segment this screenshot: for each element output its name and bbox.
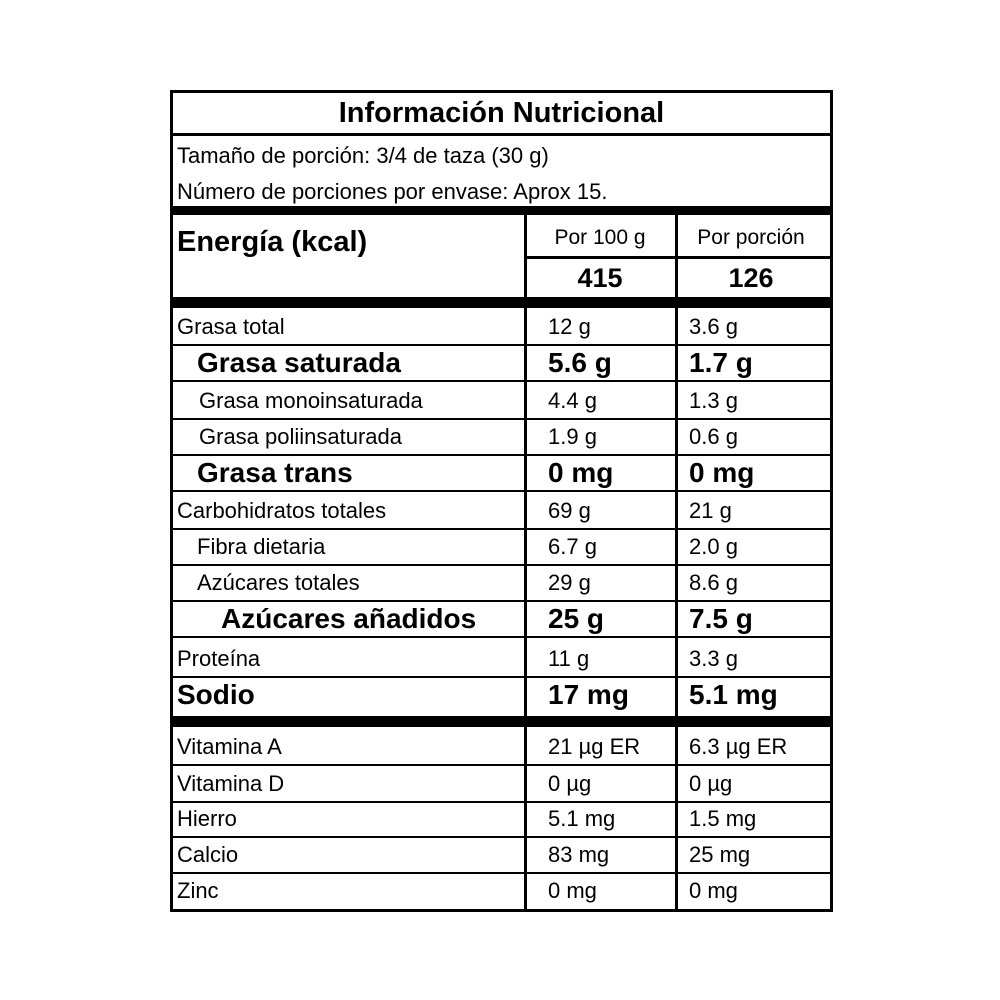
micronutrient-row: [173, 766, 830, 801]
nutrition-facts-label: [170, 90, 833, 912]
nutrient-value-per-serving: 1.7 g: [689, 346, 753, 378]
micronutrient-value-per-serving: 1.5 mg: [689, 805, 757, 831]
servings-per-container: Número de porciones por envase: Aprox 15.: [177, 179, 608, 204]
nutrient-name: Sodio: [177, 678, 255, 710]
micronutrient-name: Calcio: [177, 841, 239, 867]
nutrient-name: Grasa saturada: [197, 346, 401, 378]
nutrient-name: Azúcares totales: [197, 569, 360, 595]
nutrient-value-per-serving: 3.3 g: [689, 645, 738, 671]
nutrient-value-per-serving: 7.5 g: [689, 602, 753, 634]
nutrient-value-per-100g: 4.4 g: [548, 387, 597, 413]
nutrient-value-per-100g: 25 g: [548, 602, 605, 634]
nutrient-value-per-100g: 6.7 g: [548, 533, 597, 559]
nutrient-value-per-100g: 69 g: [548, 497, 591, 523]
micronutrient-value-per-100g: 21 µg ER: [548, 733, 641, 759]
micronutrient-value-per-100g: 0 mg: [548, 877, 597, 903]
micronutrient-name: Vitamina D: [177, 770, 285, 796]
micronutrient-name: Hierro: [177, 805, 237, 831]
nutrient-value-per-100g: 5.6 g: [548, 346, 612, 378]
micronutrient-row: [173, 837, 830, 872]
nutrient-value-per-100g: 29 g: [548, 569, 591, 595]
nutrient-row: [173, 309, 830, 344]
col-header-per-100g: Por 100 g: [554, 226, 646, 249]
energy-per-serving: 126: [728, 263, 774, 293]
energy-label: Energía (kcal): [177, 226, 368, 258]
nutrient-value-per-100g: 0 mg: [548, 456, 614, 488]
title-divider: [173, 133, 830, 136]
nutrient-row-divider: [173, 490, 830, 492]
micronutrient-value-per-100g: 0 µg: [548, 770, 592, 796]
micronutrient-value-per-serving: 0 µg: [689, 770, 733, 796]
nutrient-value-per-serving: 8.6 g: [689, 569, 738, 595]
micronutrient-row: [173, 873, 830, 908]
serving-size: Tamaño de porción: 3/4 de taza (30 g): [177, 143, 549, 168]
nutrient-row: [173, 601, 830, 636]
micronutrient-value-per-100g: 5.1 mg: [548, 805, 616, 831]
nutrient-value-per-serving: 5.1 mg: [689, 678, 778, 710]
nutrient-value-per-serving: 1.3 g: [689, 387, 738, 413]
nutrient-name: Grasa poliinsaturada: [199, 423, 403, 449]
nutrient-name: Carbohidratos totales: [177, 497, 387, 523]
nutrient-row: [173, 345, 830, 380]
col-header-per-serving: Por porción: [697, 226, 805, 249]
nutrient-row: [173, 677, 830, 712]
nutrient-value-per-serving: 0 mg: [689, 456, 755, 488]
nutrient-value-per-100g: 12 g: [548, 313, 591, 339]
nutrient-value-per-100g: 1.9 g: [548, 423, 597, 449]
label-title: Información Nutricional: [338, 96, 665, 129]
nutrient-row: [173, 493, 830, 528]
micronutrient-name: Zinc: [177, 877, 219, 903]
nutrient-row: [173, 419, 830, 454]
micronutrient-row: [173, 729, 830, 764]
nutrient-name: Grasa trans: [197, 456, 353, 488]
nutrient-value-per-serving: 0.6 g: [689, 423, 738, 449]
nutrient-value-per-serving: 2.0 g: [689, 533, 738, 559]
nutrient-name: Fibra dietaria: [197, 533, 326, 559]
micronutrient-value-per-100g: 83 mg: [548, 841, 610, 867]
nutrient-row: [173, 529, 830, 564]
nutrient-row: [173, 565, 830, 600]
nutrient-value-per-serving: 3.6 g: [689, 313, 738, 339]
nutrient-value-per-100g: 11 g: [548, 645, 590, 671]
micronutrient-value-per-serving: 6.3 µg ER: [689, 733, 788, 759]
nutrient-name: Proteína: [177, 645, 261, 671]
energy-per-100g: 415: [577, 263, 623, 293]
nutrient-name: Grasa total: [177, 313, 285, 339]
micronutrient-value-per-serving: 0 mg: [689, 877, 738, 903]
nutrient-name: Azúcares añadidos: [221, 602, 477, 634]
nutrient-row: [173, 383, 830, 418]
nutrient-value-per-serving: 21 g: [689, 497, 732, 523]
thick-divider-nutrients: [173, 297, 830, 308]
nutrient-row: [173, 641, 830, 676]
micronutrient-row: [173, 801, 830, 836]
nutrient-name: Grasa monoinsaturada: [199, 387, 423, 413]
nutrient-row-divider: [173, 636, 830, 638]
micronutrient-name: Vitamina A: [177, 733, 282, 759]
nutrient-value-per-100g: 17 mg: [548, 678, 629, 710]
thick-divider-micronutrients: [173, 716, 830, 727]
thick-divider-energy: [173, 206, 830, 215]
micronutrient-value-per-serving: 25 mg: [689, 841, 751, 867]
nutrient-row-divider: [173, 380, 830, 382]
nutrient-row: [173, 455, 830, 490]
